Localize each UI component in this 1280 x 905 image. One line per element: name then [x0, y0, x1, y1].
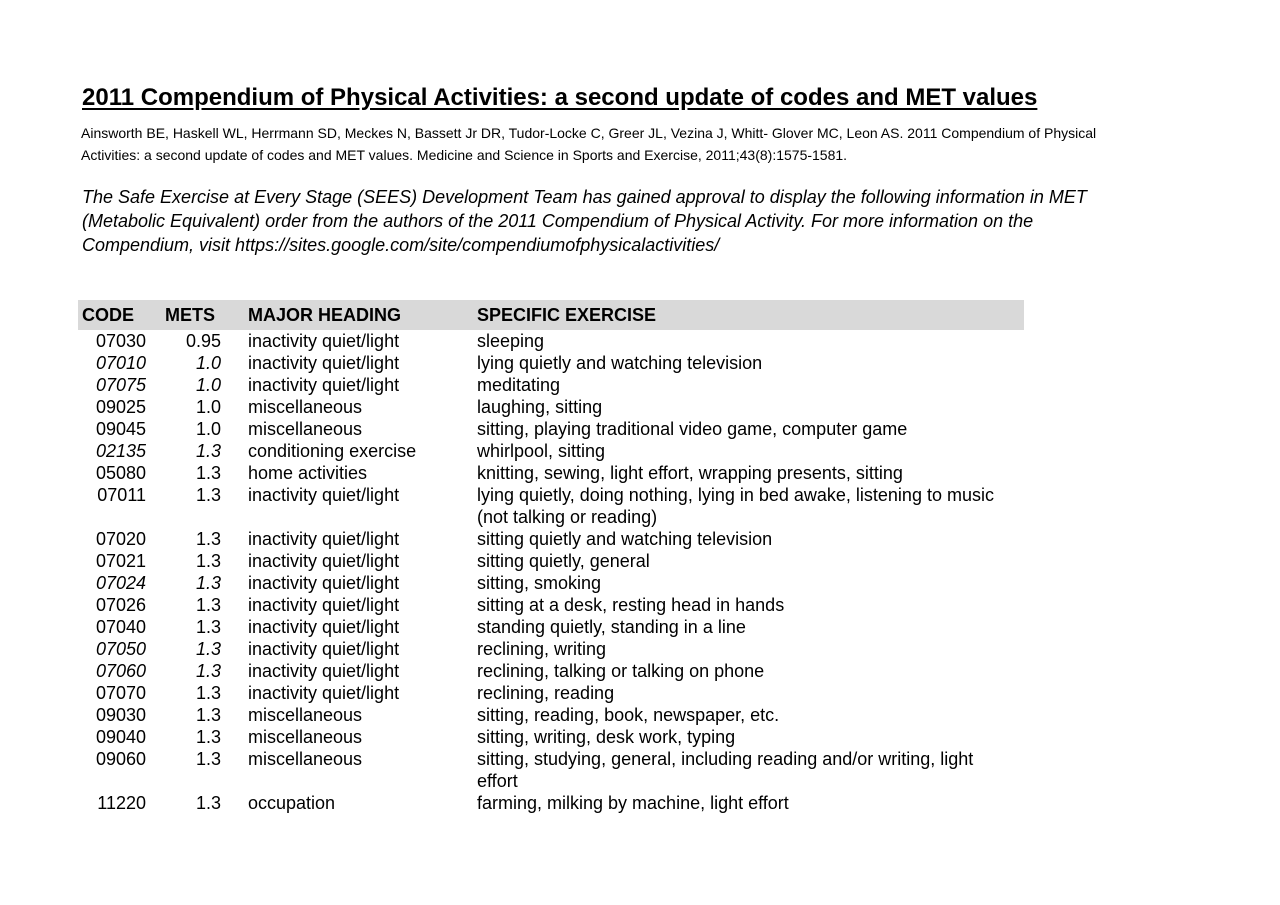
cell-mets: 1.3 [195, 683, 221, 703]
cell-major-heading: inactivity quiet/light [248, 551, 400, 571]
table-row [78, 462, 1024, 484]
cell-specific-exercise: sitting quietly, general [477, 551, 650, 571]
cell-code: 07060 [95, 661, 146, 681]
table-row [78, 396, 1024, 418]
table-row [78, 550, 1024, 572]
cell-code: 07021 [95, 551, 146, 571]
cell-specific-exercise: sitting, smoking [477, 573, 602, 593]
cell-specific-exercise: standing quietly, standing in a line [477, 617, 746, 637]
cell-major-heading: home activities [248, 463, 368, 483]
cell-major-heading: inactivity quiet/light [248, 639, 400, 659]
intro-text: The Safe Exercise at Every Stage (SEES) Development Team has gained approval to display the following information in MET (Metabolic Equivalent) order from the authors of the 2011 Compendium of Physical Activity. For more information on the Compendium, visit https://sites.google.com/site/compendiumofphysicalactivities/ [82, 187, 1087, 255]
table-row [78, 594, 1024, 616]
cell-major-heading: miscellaneous [248, 705, 363, 725]
cell-code: 07030 [95, 331, 146, 351]
table-row [78, 330, 1024, 352]
cell-specific-exercise: knitting, sewing, light effort, wrapping presents, sitting [477, 463, 903, 483]
cell-code: 09025 [95, 397, 146, 417]
cell-major-heading: inactivity quiet/light [248, 375, 400, 395]
cell-mets: 1.0 [195, 353, 221, 373]
cell-major-heading: inactivity quiet/light [248, 573, 400, 593]
header-specific-exercise: SPECIFIC EXERCISE [477, 305, 657, 325]
cell-major-heading: inactivity quiet/light [248, 485, 400, 505]
table-row [78, 352, 1024, 374]
cell-major-heading: inactivity quiet/light [248, 353, 400, 373]
cell-code: 11220 [97, 793, 146, 813]
cell-code: 07050 [95, 639, 146, 659]
cell-major-heading: inactivity quiet/light [248, 595, 400, 615]
cell-specific-exercise: reclining, talking or talking on phone [477, 661, 765, 681]
cell-specific-exercise: laughing, sitting [477, 397, 603, 417]
cell-specific-exercise: sleeping [477, 331, 545, 351]
cell-major-heading: inactivity quiet/light [248, 683, 400, 703]
header-code: CODE [82, 305, 135, 325]
cell-mets: 1.3 [195, 639, 221, 659]
cell-specific-exercise: lying quietly, doing nothing, lying in bed awake, listening to music (not talking or reading) [477, 485, 994, 527]
table-row [78, 792, 1024, 814]
cell-specific-exercise: sitting quietly and watching television [477, 529, 773, 549]
cell-mets: 1.3 [195, 749, 221, 769]
table-row [78, 704, 1024, 726]
cell-major-heading: occupation [248, 793, 336, 813]
table-row [78, 726, 1024, 748]
table-row [78, 374, 1024, 396]
cell-specific-exercise: farming, milking by machine, light effort [477, 793, 789, 813]
header-major-heading: MAJOR HEADING [248, 305, 402, 325]
cell-mets: 1.3 [195, 617, 221, 637]
cell-mets: 1.3 [195, 705, 221, 725]
cell-code: 07024 [95, 573, 146, 593]
cell-major-heading: miscellaneous [248, 419, 363, 439]
cell-mets: 1.3 [195, 485, 221, 505]
cell-mets: 1.3 [195, 793, 221, 813]
cell-code: 07010 [95, 353, 146, 373]
cell-specific-exercise: sitting, reading, book, newspaper, etc. [477, 705, 780, 725]
table-row [78, 418, 1024, 440]
cell-mets: 1.3 [195, 551, 221, 571]
cell-major-heading: miscellaneous [248, 749, 363, 769]
cell-code: 07040 [95, 617, 146, 637]
cell-major-heading: inactivity quiet/light [248, 331, 400, 351]
document-title: 2011 Compendium of Physical Activities: a second update of codes and MET values [82, 84, 1038, 111]
cell-mets: 1.3 [195, 441, 221, 461]
table-row [78, 638, 1024, 660]
cell-major-heading: inactivity quiet/light [248, 529, 400, 549]
table-row [78, 440, 1024, 462]
cell-specific-exercise: sitting at a desk, resting head in hands [477, 595, 785, 615]
table-row [78, 682, 1024, 704]
cell-mets: 1.3 [195, 661, 221, 681]
cell-mets: 1.0 [195, 397, 221, 417]
cell-major-heading: conditioning exercise [248, 441, 417, 461]
cell-major-heading: miscellaneous [248, 727, 363, 747]
cell-code: 07011 [97, 485, 146, 505]
cell-code: 09030 [95, 705, 146, 725]
cell-code: 02135 [95, 441, 146, 461]
cell-specific-exercise: whirlpool, sitting [477, 441, 606, 461]
cell-specific-exercise: lying quietly and watching television [477, 353, 763, 373]
cell-specific-exercise: meditating [477, 375, 561, 395]
cell-code: 07020 [95, 529, 146, 549]
cell-mets: 1.3 [195, 529, 221, 549]
table-body [78, 330, 1024, 814]
cell-mets: 1.3 [195, 595, 221, 615]
cell-code: 07026 [95, 595, 146, 615]
cell-mets: 1.3 [195, 573, 221, 593]
cell-major-heading: miscellaneous [248, 397, 363, 417]
table-row [78, 572, 1024, 594]
cell-code: 09040 [95, 727, 146, 747]
cell-specific-exercise: sitting, writing, desk work, typing [477, 727, 736, 747]
table-row [78, 660, 1024, 682]
cell-mets: 1.3 [195, 727, 221, 747]
met-table [78, 300, 1024, 814]
cell-major-heading: inactivity quiet/light [248, 661, 400, 681]
citation-text: Ainsworth BE, Haskell WL, Herrmann SD, Meckes N, Bassett Jr DR, Tudor-Locke C, Greer JL, Vezina J, Whitt- Glover MC, Leon AS. 2011 Compendium of Physical Activities: a second update of codes and MET values. Medicine and Science in Sports and Exercise, 2011;43(8):1575-1581. [81, 125, 1097, 163]
cell-mets: 1.0 [195, 419, 221, 439]
cell-code: 07070 [95, 683, 146, 703]
cell-specific-exercise: sitting, playing traditional video game, computer game [477, 419, 908, 439]
cell-mets: 1.0 [195, 375, 221, 395]
cell-major-heading: inactivity quiet/light [248, 617, 400, 637]
table-row [78, 528, 1024, 550]
cell-specific-exercise: sitting, studying, general, including reading and/or writing, light effort [477, 749, 974, 791]
table-row [78, 484, 1024, 528]
table-row [78, 748, 1024, 792]
cell-specific-exercise: reclining, reading [477, 683, 615, 703]
header-mets: METS [165, 305, 216, 325]
cell-code: 09045 [95, 419, 146, 439]
cell-code: 09060 [95, 749, 146, 769]
cell-code: 05080 [95, 463, 146, 483]
cell-mets: 1.3 [195, 463, 221, 483]
table-header [78, 300, 1024, 330]
cell-code: 07075 [95, 375, 146, 395]
cell-specific-exercise: reclining, writing [477, 639, 607, 659]
table-row [78, 616, 1024, 638]
cell-mets: 0.95 [185, 331, 221, 351]
